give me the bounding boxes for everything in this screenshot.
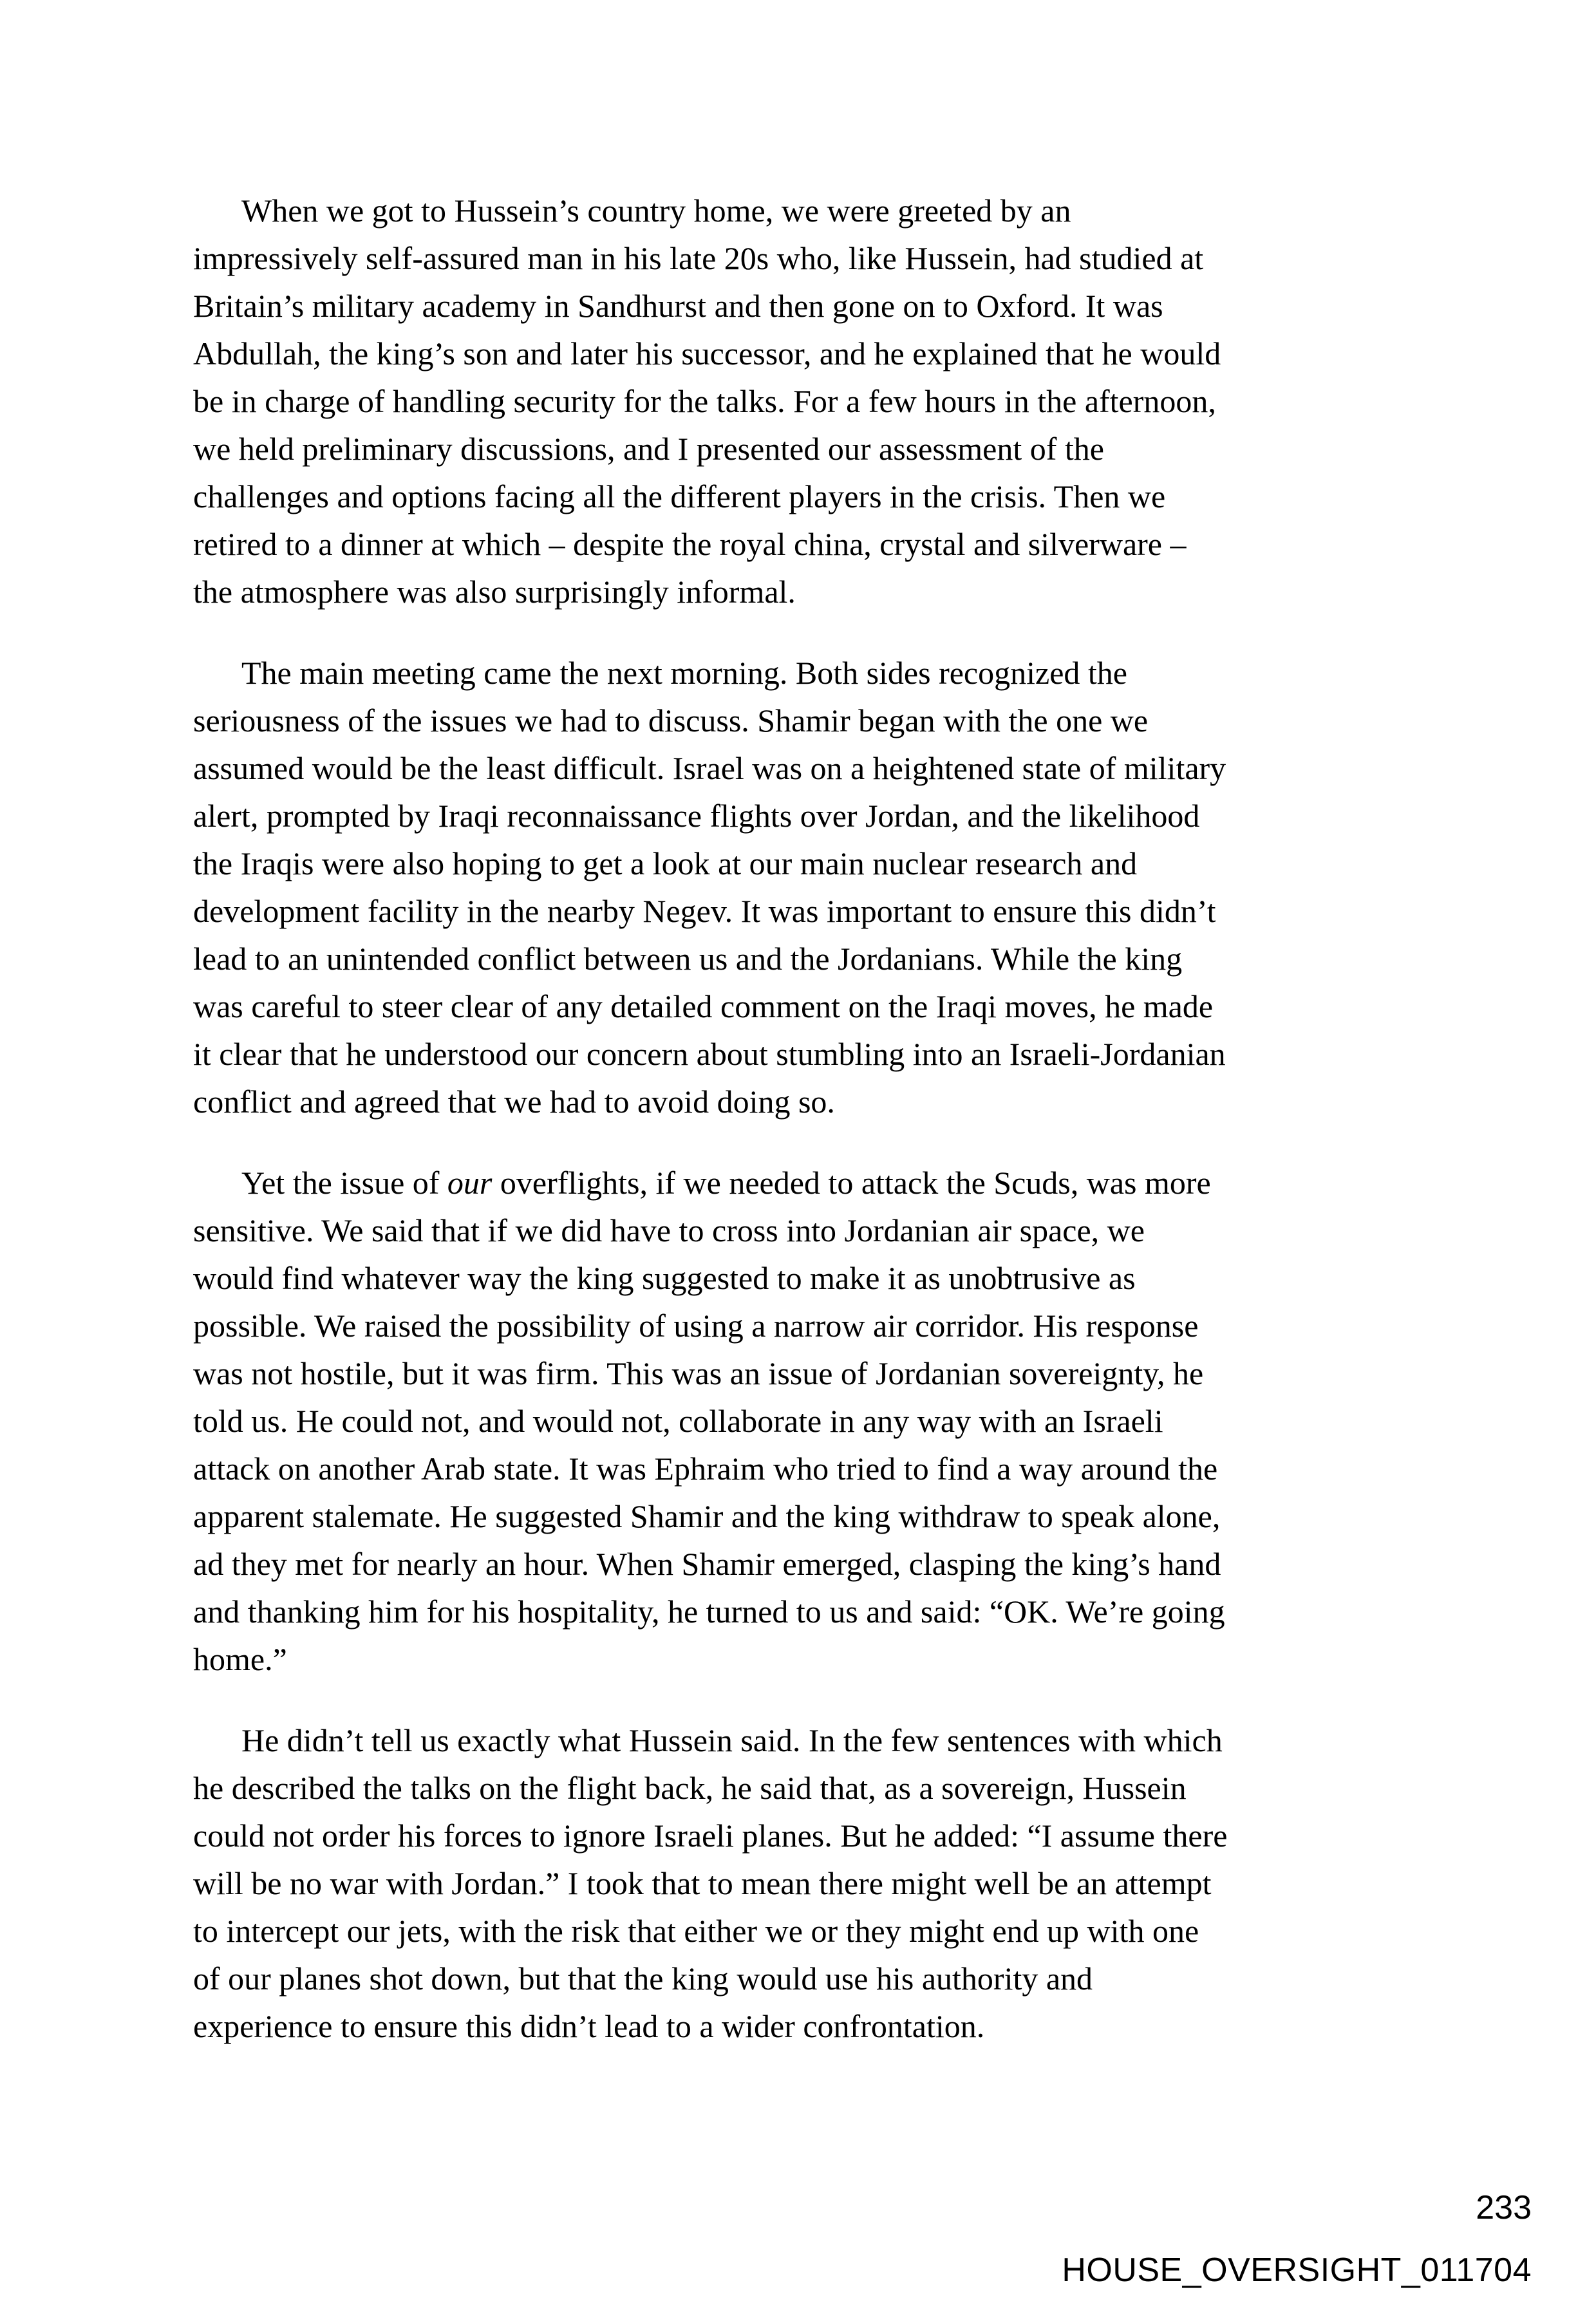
text-line: [193, 1445, 1455, 1492]
text-line: [193, 1907, 1455, 1955]
text-line: [193, 1159, 1455, 1207]
text-run: He didn’t tell us exactly what Hussein said. In the few sentences with which: [241, 1722, 1223, 1758]
text-line: [193, 744, 1455, 792]
text-run: will be no war with Jordan.” I took that to mean there might well be an attempt: [193, 1865, 1212, 1901]
text-run: it clear that he understood our concern about stumbling into an Israeli-Jordanian: [193, 1036, 1226, 1072]
text-line: [193, 840, 1455, 887]
paragraph: [193, 649, 1455, 1125]
bates-stamp: HOUSE_OVERSIGHT_011704: [1062, 2251, 1532, 2289]
text-line: [193, 935, 1455, 982]
text-run: apparent stalemate. He suggested Shamir and the king withdraw to speak alone,: [193, 1498, 1221, 1534]
text-line: [193, 330, 1455, 377]
text-run: attack on another Arab state. It was Ephraim who tried to find a way around the: [193, 1451, 1218, 1487]
text-line: [193, 1716, 1455, 1764]
text-line: [193, 1492, 1455, 1540]
text-line: [193, 1635, 1455, 1683]
text-line: [193, 473, 1455, 520]
text-line: [193, 1764, 1455, 1812]
text-run: When we got to Hussein’s country home, we were greeted by an: [241, 193, 1071, 229]
text-line: [193, 234, 1455, 282]
text-line: [193, 697, 1455, 744]
text-run: seriousness of the issues we had to discuss. Shamir began with the one we: [193, 702, 1149, 738]
text-run: and thanking him for his hospitality, he turned to us and said: “OK. We’re going: [193, 1593, 1225, 1630]
text-line: [193, 1588, 1455, 1635]
text-line: [193, 520, 1455, 568]
text-run: be in charge of handling security for the talks. For a few hours in the afternoon,: [193, 383, 1216, 419]
text-run: conflict and agreed that we had to avoid doing so.: [193, 1084, 835, 1120]
text-run: to intercept our jets, with the risk that either we or they might end up with one: [193, 1913, 1199, 1949]
text-line: [193, 282, 1455, 330]
text-line: [193, 2002, 1455, 2050]
text-run: overflights, if we needed to attack the Scuds, was more: [492, 1165, 1211, 1201]
text-line: [193, 568, 1455, 616]
text-run: assumed would be the least difficult. Israel was on a heightened state of military: [193, 750, 1226, 786]
text-run: could not order his forces to ignore Israeli planes. But he added: “I assume there: [193, 1818, 1228, 1854]
text-line: [193, 1254, 1455, 1302]
text-run: challenges and options facing all the different players in the crisis. Then we: [193, 478, 1166, 514]
text-run: The main meeting came the next morning. Both sides recognized the: [241, 655, 1127, 691]
text-run: ad they met for nearly an hour. When Shamir emerged, clasping the king’s hand: [193, 1546, 1221, 1582]
paragraph: [193, 187, 1455, 616]
text-run: Abdullah, the king’s son and later his successor, and he explained that he would: [193, 335, 1221, 371]
text-line: [193, 1302, 1455, 1349]
text-line: [193, 1540, 1455, 1588]
text-run: he described the talks on the flight back, he said that, as a sovereign, Hussein: [193, 1770, 1187, 1806]
italic-text: our: [447, 1165, 493, 1201]
text-line: [193, 1078, 1455, 1125]
paragraph: [193, 1716, 1455, 2050]
text-run: of our planes shot down, but that the king would use his authority and: [193, 1960, 1093, 1997]
text-run: lead to an unintended conflict between us and the Jordanians. While the king: [193, 941, 1183, 977]
text-line: [193, 887, 1455, 935]
text-line: [193, 1955, 1455, 2002]
text-run: Britain’s military academy in Sandhurst and then gone on to Oxford. It was: [193, 288, 1163, 324]
text-run: was not hostile, but it was firm. This was an issue of Jordanian sovereignty, he: [193, 1355, 1204, 1391]
text-run: possible. We raised the possibility of using a narrow air corridor. His response: [193, 1308, 1199, 1344]
text-line: [193, 1349, 1455, 1397]
text-run: home.”: [193, 1641, 287, 1677]
text-run: sensitive. We said that if we did have to cross into Jordanian air space, we: [193, 1212, 1145, 1248]
text-run: told us. He could not, and would not, collaborate in any way with an Israeli: [193, 1403, 1163, 1439]
text-run: the Iraqis were also hoping to get a look at our main nuclear research and: [193, 845, 1138, 881]
text-line: [193, 425, 1455, 473]
text-line: [193, 187, 1455, 234]
text-run: alert, prompted by Iraqi reconnaissance flights over Jordan, and the likelihood: [193, 798, 1200, 834]
text-run: was careful to steer clear of any detailed comment on the Iraqi moves, he made: [193, 988, 1214, 1024]
text-line: [193, 1859, 1455, 1907]
text-run: development facility in the nearby Negev. It was important to ensure this didn’t: [193, 893, 1216, 929]
text-line: [193, 792, 1455, 840]
text-line: [193, 649, 1455, 697]
text-run: retired to a dinner at which – despite the royal china, crystal and silverware –: [193, 526, 1187, 562]
text-line: [193, 982, 1455, 1030]
text-run: the atmosphere was also surprisingly informal.: [193, 574, 796, 610]
text-line: [193, 1812, 1455, 1859]
text-line: [193, 1030, 1455, 1078]
text-run: impressively self-assured man in his late 20s who, like Hussein, had studied at: [193, 240, 1204, 276]
text-line: [193, 1397, 1455, 1445]
text-line: [193, 377, 1455, 425]
text-run: Yet the issue of: [241, 1165, 447, 1201]
paragraph: [193, 1159, 1455, 1683]
text-run: experience to ensure this didn’t lead to a wider confrontation.: [193, 2008, 985, 2044]
text-run: would find whatever way the king suggested to make it as unobtrusive as: [193, 1260, 1136, 1296]
page-number: 233: [1476, 2189, 1532, 2226]
text-run: we held preliminary discussions, and I presented our assessment of the: [193, 431, 1104, 467]
text-line: [193, 1207, 1455, 1254]
body-text: [193, 187, 1455, 2083]
